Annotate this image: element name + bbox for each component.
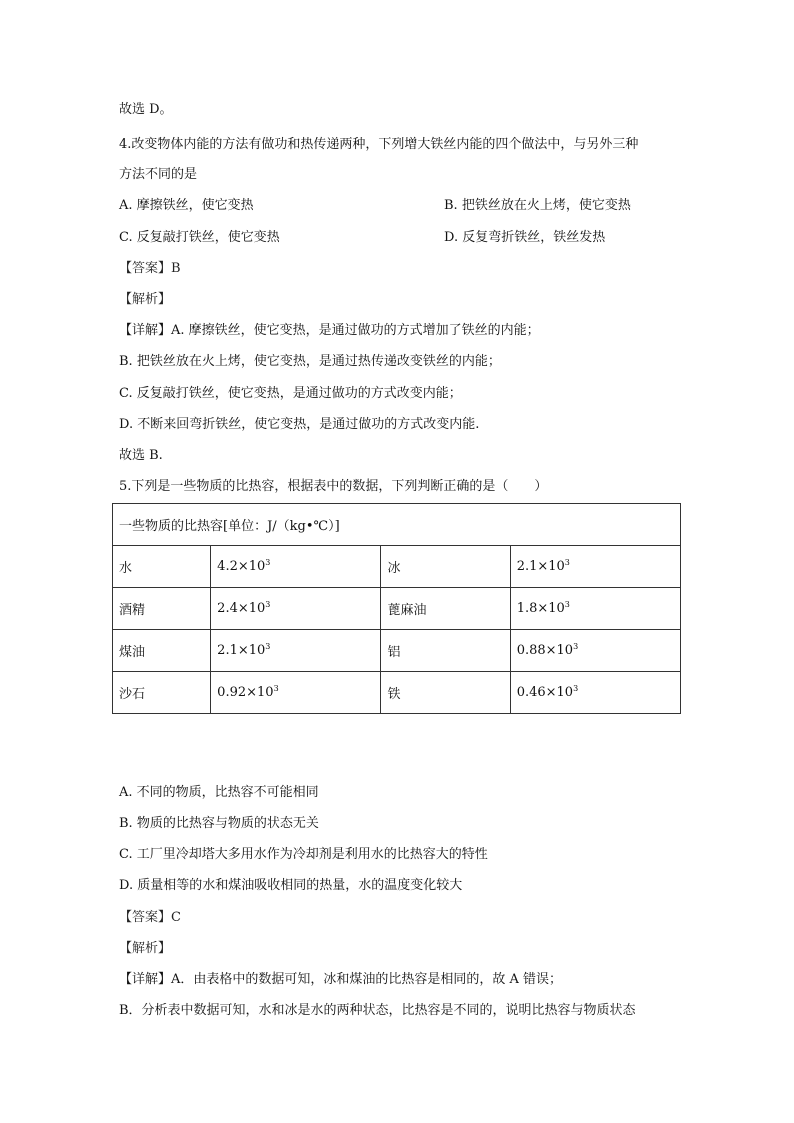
heat-value: $0.88\times 10^3$ <box>510 630 680 672</box>
heat-value: $2.1\times 10^3$ <box>211 630 381 672</box>
table-row <box>113 672 681 714</box>
q4-detail-c: C. 反复敲打铁丝，使它变热，是通过做功的方式改变内能； <box>119 386 462 401</box>
substance-name: 铁 <box>381 672 510 714</box>
substance-name: 煤油 <box>113 630 211 672</box>
q4-conclusion: 故选 B. <box>119 448 163 463</box>
heat-value: $0.92\times 10^3$ <box>211 672 381 714</box>
q4-answer: 【答案】B <box>119 261 181 276</box>
q5-option-d: D. 质量相等的水和煤油吸收相同的热量，水的温度变化较大 <box>119 878 463 893</box>
question-4-stem-line-2: 方法不同的是 <box>119 167 198 182</box>
substance-name: 铝 <box>381 630 510 672</box>
table-header-row <box>113 504 681 546</box>
q4-option-b: B. 把铁丝放在火上烤，使它变热 <box>444 198 631 213</box>
q5-option-a: A. 不同的物质，比热容不可能相同 <box>119 785 319 800</box>
table-row <box>113 588 681 630</box>
heat-value: $0.46\times 10^3$ <box>510 672 680 714</box>
substance-name: 水 <box>113 546 211 588</box>
previous-conclusion: 故选 D。 <box>119 102 173 117</box>
substance-name: 冰 <box>381 546 510 588</box>
substance-name: 蓖麻油 <box>381 588 510 630</box>
question-4-stem-line-1: 4.改变物体内能的方法有做功和热传递两种，下列增大铁丝内能的四个做法中，与另外三种 <box>119 137 639 152</box>
specific-heat-table <box>112 503 681 714</box>
heat-value: $1.8\times 10^3$ <box>510 588 680 630</box>
q5-option-c: C. 工厂里冷却塔大多用水作为冷却剂是利用水的比热容大的特性 <box>119 847 488 862</box>
q4-detail-a: 【详解】A. 摩擦铁丝，使它变热，是通过做功的方式增加了铁丝的内能； <box>119 323 540 338</box>
q4-detail-d: D. 不断来回弯折铁丝，使它变热，是通过做功的方式改变内能. <box>119 417 480 432</box>
q5-option-b: B. 物质的比热容与物质的状态无关 <box>119 816 319 831</box>
q5-detail-a: 【详解】A．由表格中的数据可知，冰和煤油的比热容是相同的，故 A 错误； <box>119 972 563 987</box>
table-row <box>113 630 681 672</box>
q5-detail-b: B．分析表中数据可知，水和冰是水的两种状态，比热容是不同的，说明比热容与物质状态 <box>119 1003 636 1018</box>
q5-analysis-tag: 【解析】 <box>119 941 172 956</box>
q4-option-d: D. 反复弯折铁丝，铁丝发热 <box>444 230 606 245</box>
table-header: 一些物质的比热容[单位：J/（kg•℃）] <box>113 504 681 546</box>
substance-name: 酒精 <box>113 588 211 630</box>
question-5-stem: 5.下列是一些物质的比热容，根据表中的数据，下列判断正确的是（ ） <box>119 479 548 494</box>
heat-value: $2.4\times 10^3$ <box>211 588 381 630</box>
table-row <box>113 546 681 588</box>
q5-answer: 【答案】C <box>119 910 181 925</box>
q4-analysis-tag: 【解析】 <box>119 292 172 307</box>
heat-value: $2.1\times 10^3$ <box>510 546 680 588</box>
q4-option-a: A. 摩擦铁丝，使它变热 <box>119 198 254 213</box>
substance-name: 沙石 <box>113 672 211 714</box>
q4-option-c: C. 反复敲打铁丝，使它变热 <box>119 230 280 245</box>
q4-detail-b: B. 把铁丝放在火上烤，使它变热，是通过热传递改变铁丝的内能； <box>119 354 501 369</box>
heat-value: $4.2\times 10^3$ <box>211 546 381 588</box>
